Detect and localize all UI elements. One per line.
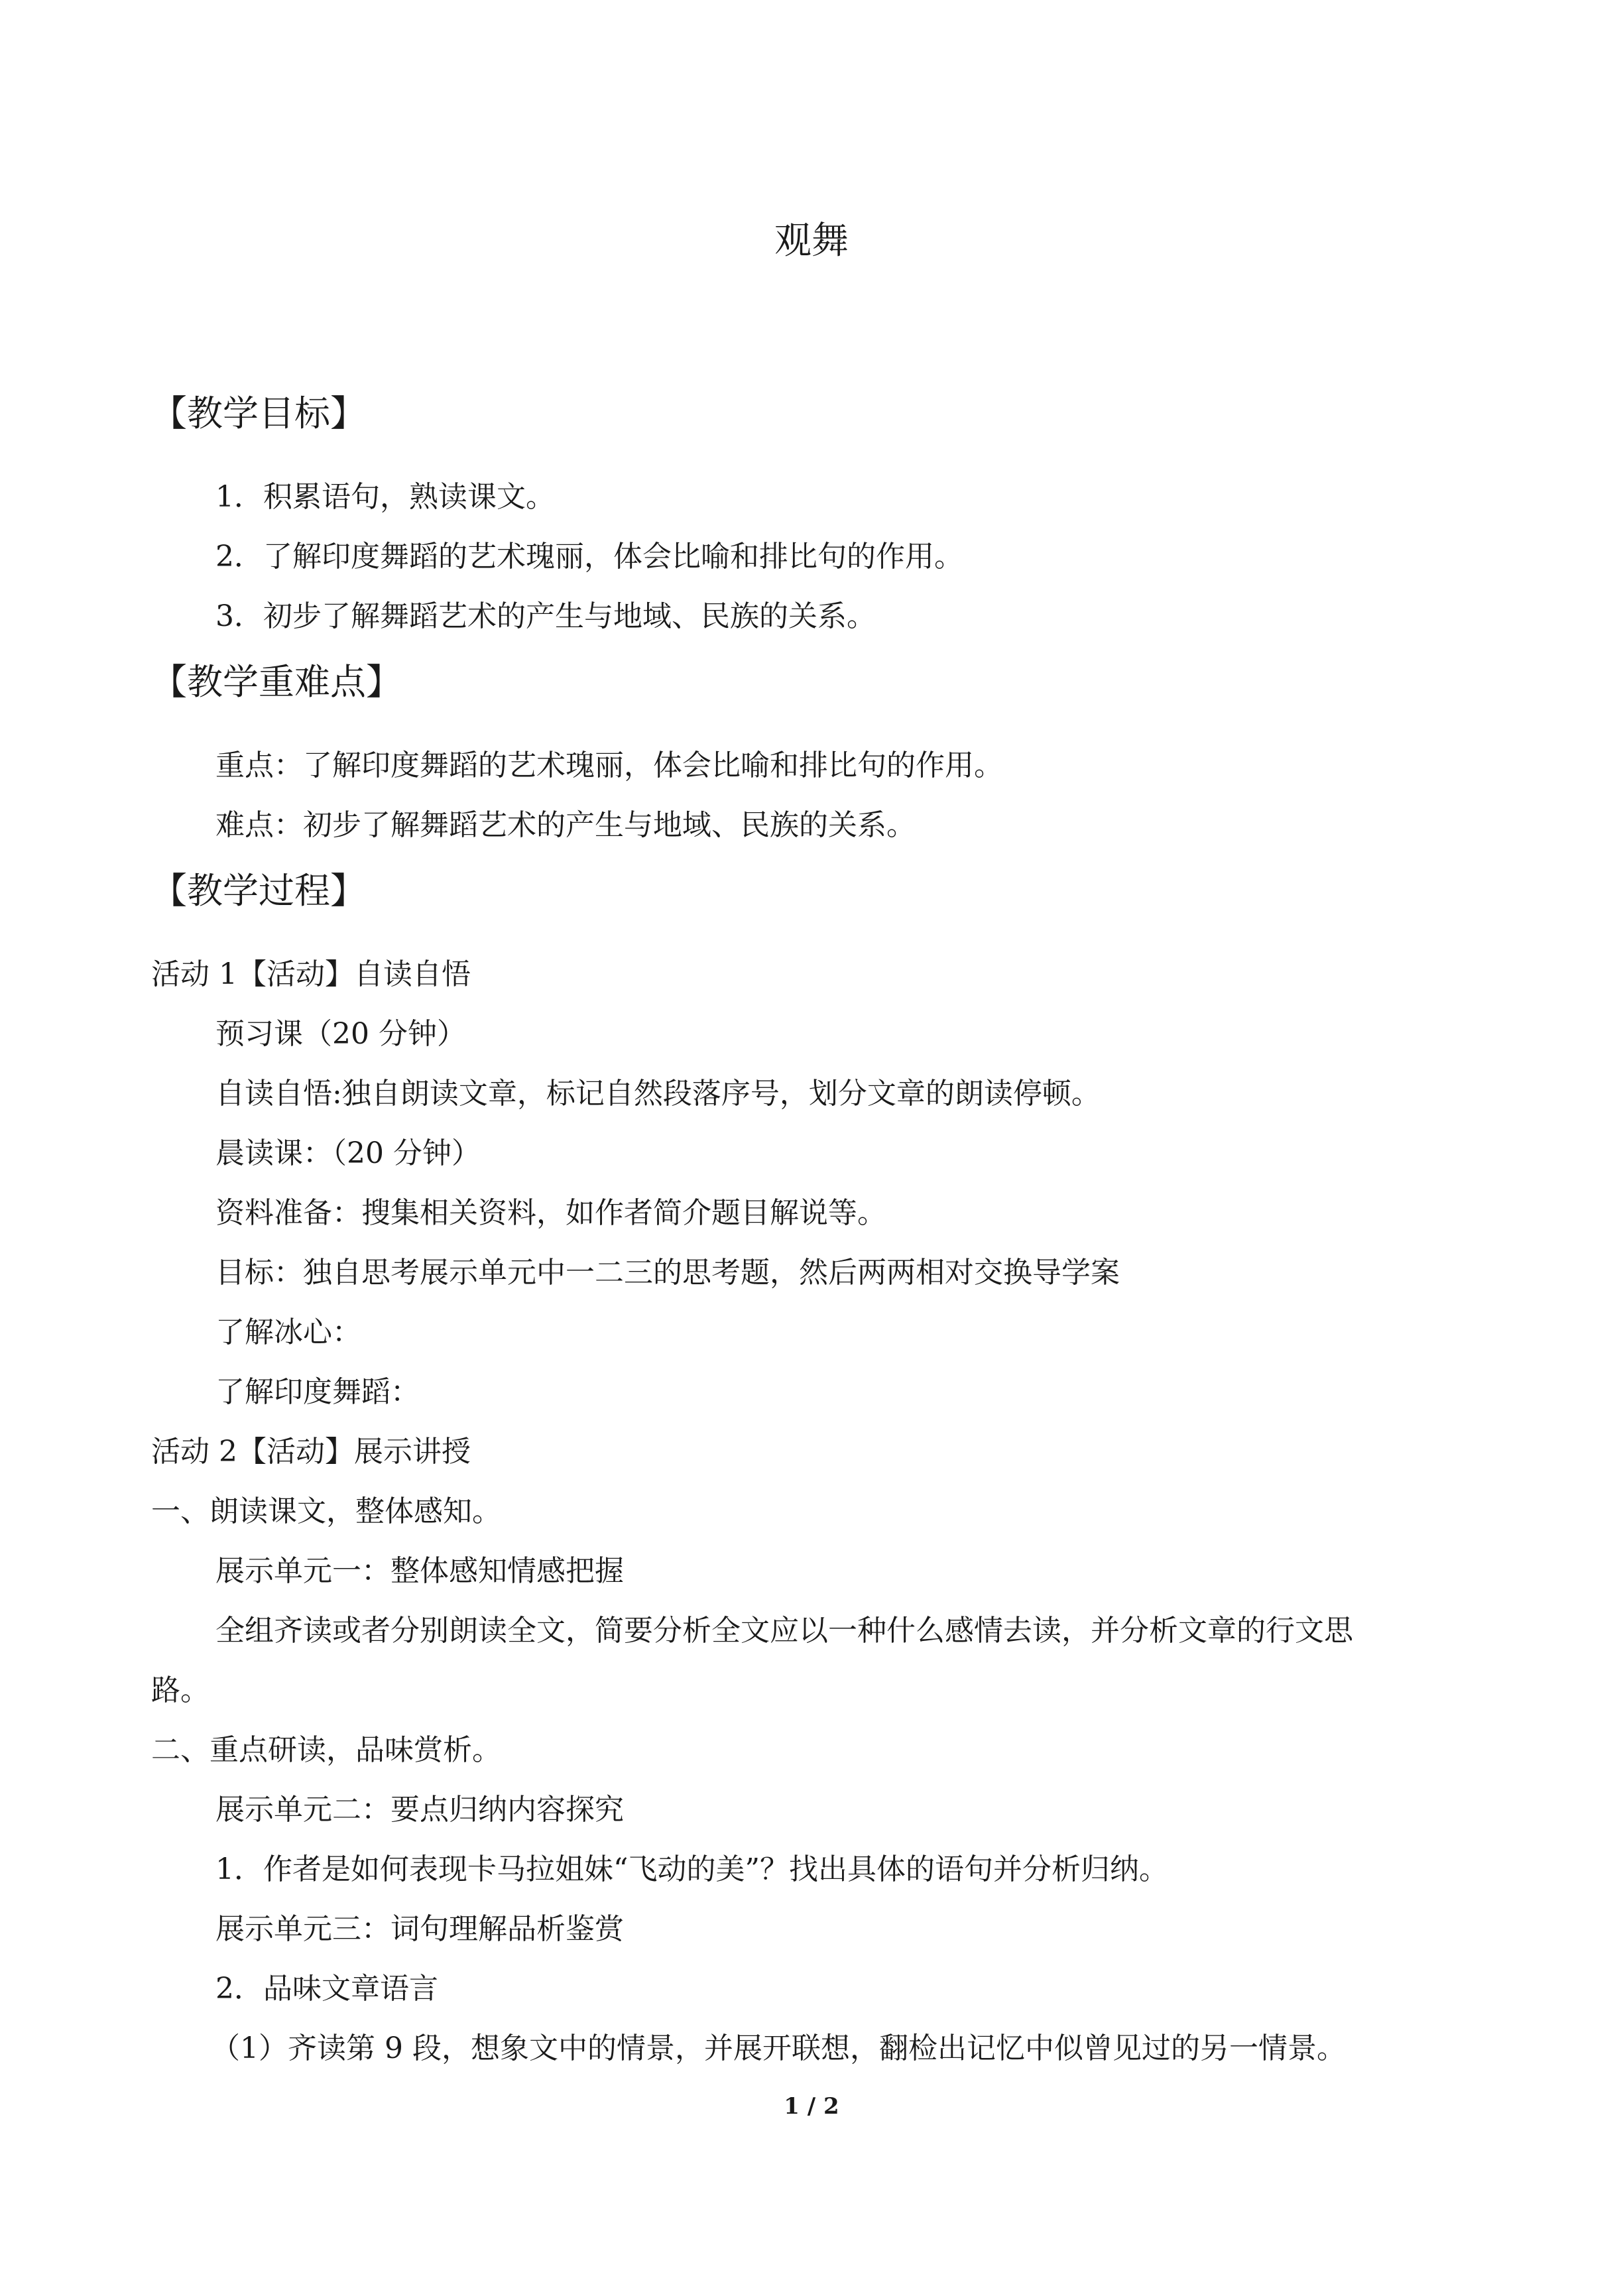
question-line: （1）齐读第 9 段，想象文中的情景，并展开联想，翻检出记忆中似曾见过的另一情景。 <box>211 2031 1346 2065</box>
page-number: 1 / 2 <box>784 2093 839 2120</box>
paragraph-line: 全组齐读或者分别朗读全文，简要分析全文应以一种什么感情去读，并分析文章的行文思 <box>215 1614 1353 1648</box>
unit-heading: 展示单元二：要点归纳内容探究 <box>215 1793 624 1827</box>
activity-heading: 活动 2【活动】展示讲授 <box>151 1435 471 1469</box>
objective-item: 2．了解印度舞蹈的艺术瑰丽，体会比喻和排比句的作用。 <box>215 540 963 574</box>
objective-item: 1．积累语句，熟读课文。 <box>215 480 555 514</box>
activity-line: 预习课（20 分钟） <box>215 1017 466 1051</box>
key-point-focus: 重点：了解印度舞蹈的艺术瑰丽，体会比喻和排比句的作用。 <box>215 749 1003 782</box>
question-line: 1．作者是如何表现卡马拉姐妹“飞动的美”？找出具体的语句并分析归纳。 <box>215 1852 1168 1886</box>
activity-line: 晨读课：（20 分钟） <box>215 1136 481 1170</box>
activity-heading: 活动 1【活动】自读自悟 <box>151 957 471 991</box>
section-heading-objectives: 【教学目标】 <box>151 393 366 434</box>
activity-line: 自读自悟:独自朗读文章，标记自然段落序号，划分文章的朗读停顿。 <box>215 1077 1101 1111</box>
unit-heading: 展示单元一：整体感知情感把握 <box>215 1554 624 1588</box>
question-line: 2．品味文章语言 <box>215 1972 438 2006</box>
activity-line: 了解冰心： <box>215 1315 361 1349</box>
activity-line: 目标：独自思考展示单元中一二三的思考题，然后两两相对交换导学案 <box>215 1256 1120 1290</box>
section-heading-key-points: 【教学重难点】 <box>151 661 402 703</box>
paragraph-line: 路。 <box>151 1673 210 1707</box>
page-title: 观舞 <box>774 219 849 263</box>
subsection-heading: 一、朗读课文，整体感知。 <box>151 1494 501 1528</box>
objective-item: 3．初步了解舞蹈艺术的产生与地域、民族的关系。 <box>215 599 876 633</box>
subsection-heading: 二、重点研读，品味赏析。 <box>151 1733 501 1767</box>
activity-line: 资料准备：搜集相关资料，如作者简介题目解说等。 <box>215 1196 886 1230</box>
activity-line: 了解印度舞蹈： <box>215 1375 420 1409</box>
unit-heading: 展示单元三：词句理解品析鉴赏 <box>215 1912 624 1946</box>
section-heading-process: 【教学过程】 <box>151 870 366 912</box>
key-point-difficulty: 难点：初步了解舞蹈艺术的产生与地域、民族的关系。 <box>215 808 916 842</box>
